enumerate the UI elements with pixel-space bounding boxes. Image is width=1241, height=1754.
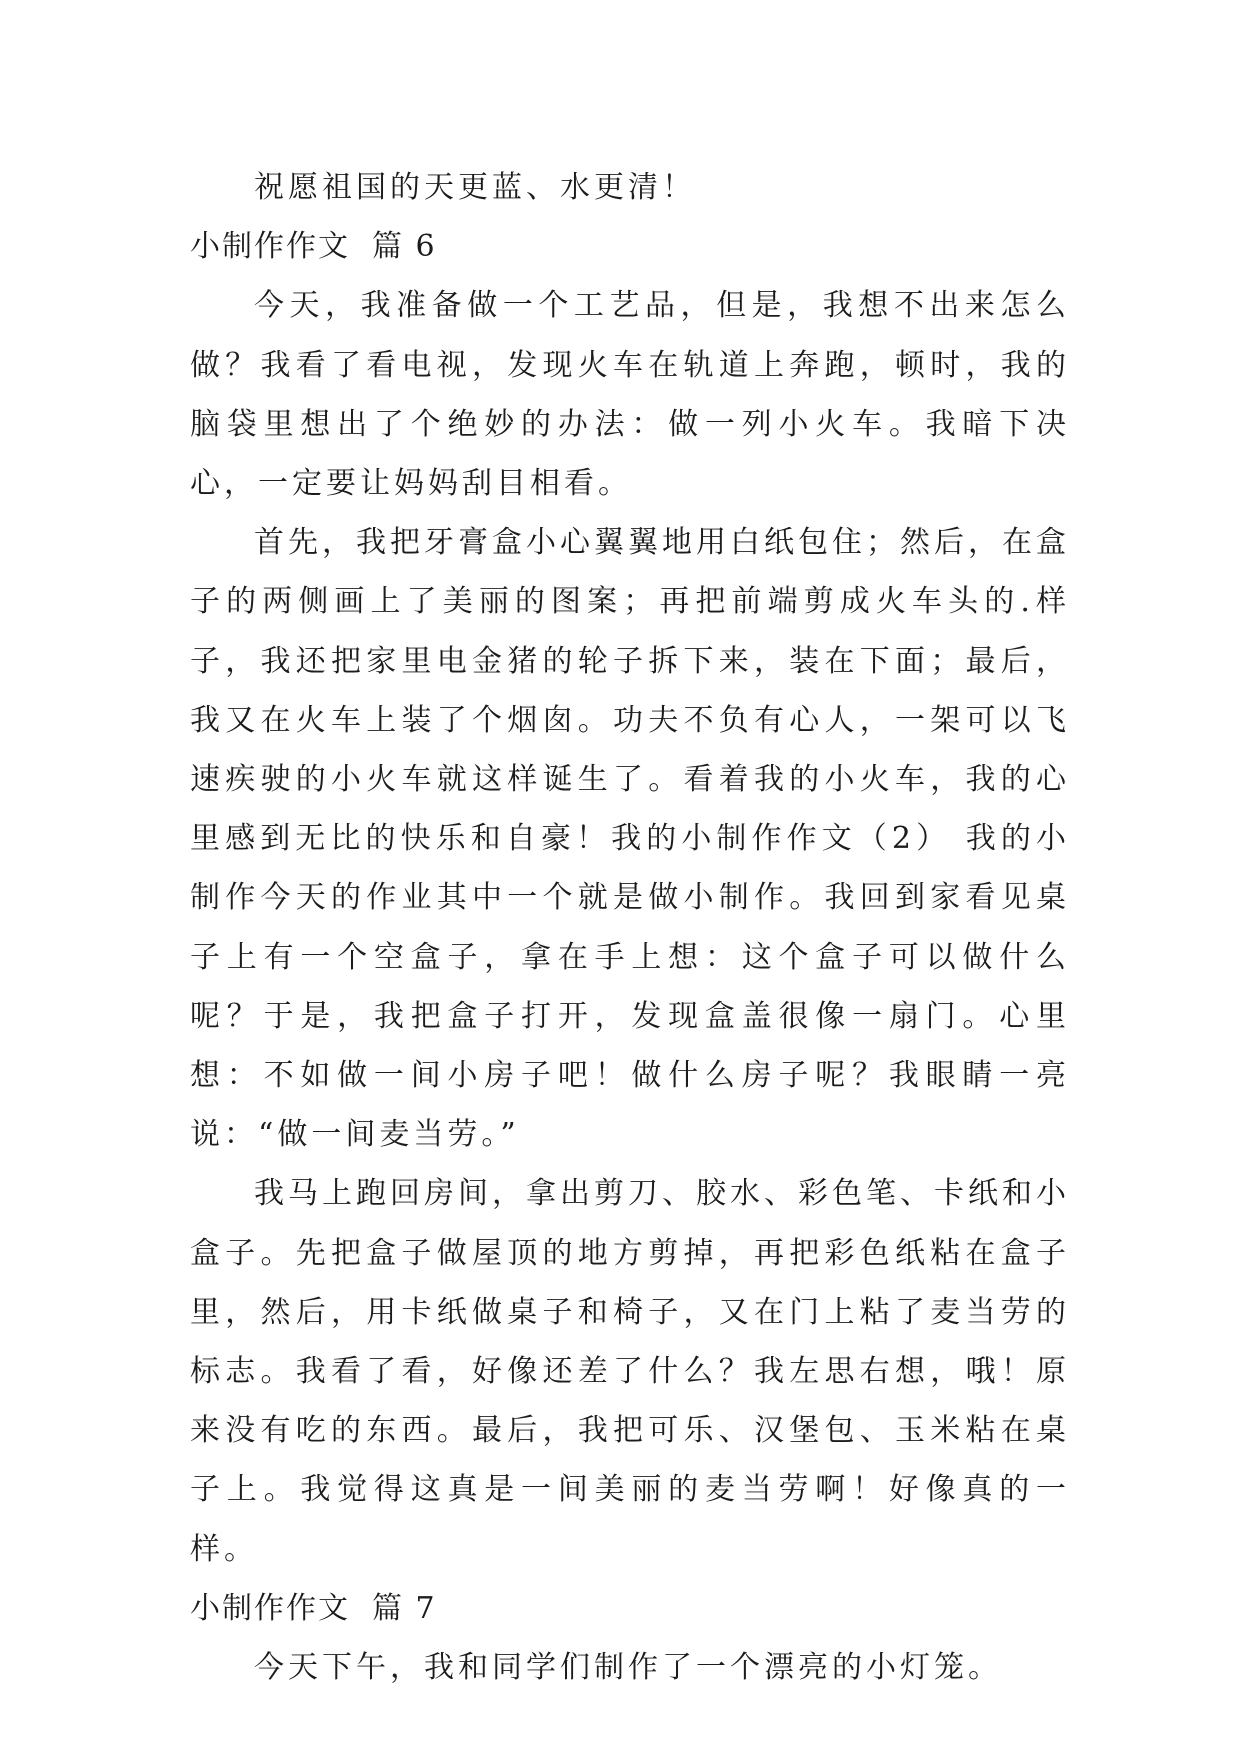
paragraph-train-making: 首先，我把牙膏盒小心翼翼地用白纸包住；然后，在盒子的两侧画上了美丽的图案；再把前端剪成火车头的.样子，我还把家里电金猪的轮子拆下来，装在下面；最后，我又在火车上装了个烟囱。功夫不负有心人，一架可以飞速疾驶的小火车就这样诞生了。看着我的小火车，我的心里感到无比的快乐和自豪！我的小制作作文（2） 我的小制作今天的作业其中一个就是做小制作。我回到家看见桌子上有一个空盒子，拿在手上想：这个盒子可以做什么呢？于是，我把盒子打开，发现盒盖很像一扇门。心里想：不如做一间小房子吧！做什么房子呢？我眼睛一亮说：“做一间麦当劳。” <box>190 525 1070 1153</box>
section-number: 篇 6 <box>372 229 437 265</box>
paragraph-mcdonalds-house: 我马上跑回房间，拿出剪刀、胶水、彩色笔、卡纸和小盒子。先把盒子做屋顶的地方剪掉，再把彩色纸粘在盒子里，然后，用卡纸做桌子和椅子，又在门上粘了麦当劳的标志。我看了看，好像还差了什么？我左思右想，哦！原来没有吃的东西。最后，我把可乐、汉堡包、玉米粘在桌子上。我觉得这真是一间美丽的麦当劳啊！好像真的一样。 <box>190 1176 1070 1567</box>
section-number: 篇 7 <box>372 1590 437 1626</box>
document-page <box>190 158 1070 1697</box>
paragraph-lantern: 今天下午，我和同学们制作了一个漂亮的小灯笼。 <box>254 1650 1002 1686</box>
paragraph-train-intro: 今天，我准备做一个工艺品，但是，我想不出来怎么做？我看了看电视，发现火车在轨道上奔跑，顿时，我的脑袋里想出了个绝妙的办法：做一列小火车。我暗下决心，一定要让妈妈刮目相看。 <box>190 288 1070 502</box>
section-heading-6 <box>190 217 1070 276</box>
section-title: 小制作作文 <box>190 1590 350 1626</box>
section-heading-7 <box>190 1579 1070 1638</box>
section-title: 小制作作文 <box>190 229 350 265</box>
paragraph-closing-wish: 祝愿祖国的天更蓝、水更清！ <box>254 170 696 205</box>
